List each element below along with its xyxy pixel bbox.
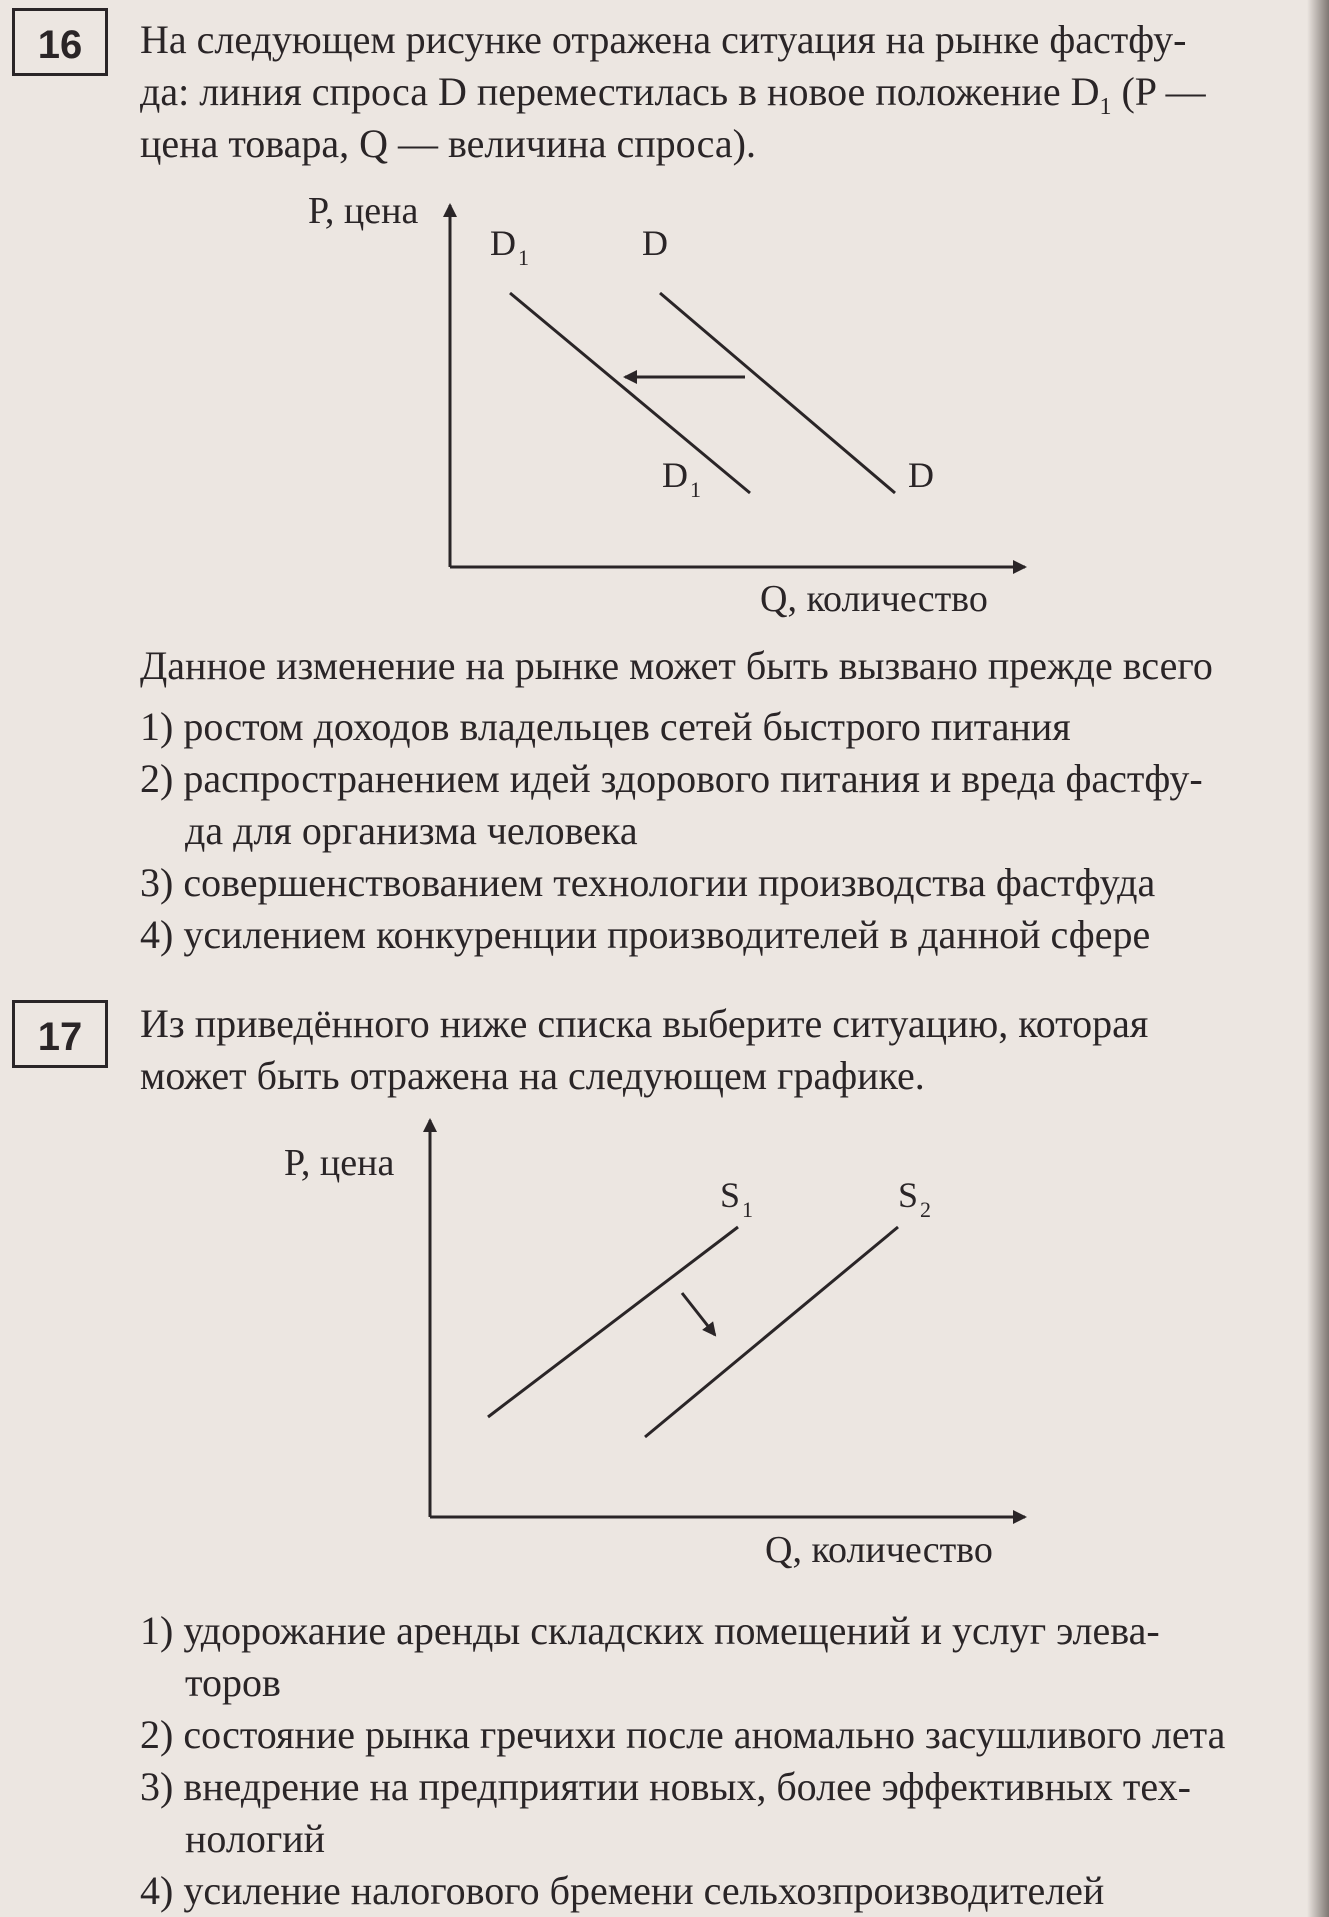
task-17-intro-line-1: Из приведённого ниже списка выберите ситуацию, которая: [140, 1001, 1149, 1046]
task-16-curve-d-bottom-label: D: [908, 455, 934, 495]
task-16-option-4: 4) усилением конкуренции производителей в данной сфере: [140, 912, 1151, 957]
task-17-curve-s1: [488, 1227, 738, 1417]
task-16-intro-line-2-tail: (P —: [1111, 69, 1206, 114]
task-16-intro-line-3: цена товара, Q — величина спроса).: [140, 121, 756, 166]
task-17-curve-s2-label: S: [898, 1175, 919, 1215]
task-17-option-4: 4) усиление налогового бремени сельхозпроизводителей: [140, 1868, 1105, 1913]
task-16-question: Данное изменение на рынке может быть вызвано прежде всего: [140, 643, 1213, 688]
task-16-number: 16: [12, 8, 108, 76]
task-17-shift-arrow: [682, 1293, 715, 1335]
task-17-curve-s1-label: S: [720, 1175, 741, 1215]
task-16-curve-d-top-label: D: [642, 223, 668, 263]
task-16-intro-d1-subscript: 1: [1099, 94, 1112, 120]
task-17-curve-s1-subscript: 1: [742, 1197, 753, 1222]
task-16-curve-d1-bottom-label: D: [662, 455, 688, 495]
page-edge-shadow: [1307, 0, 1329, 1917]
task-16-option-2: 2) распространением идей здорового питания и вреда фастфу-: [140, 756, 1203, 801]
task-17-intro-line-2: может быть отражена на следующем графике.: [140, 1053, 925, 1098]
task-17-option-2: 2) состояние рынка гречихи после аномально засушливого лета: [140, 1712, 1226, 1757]
task-17-curve-s2-subscript: 2: [920, 1197, 931, 1222]
task-17-supply-graph: [270, 1105, 1070, 1585]
task-16-curve-d1-top-subscript: 1: [518, 245, 529, 270]
task-17-x-axis-label: Q, количество: [765, 1529, 993, 1571]
task-16-curve-d1: [510, 293, 750, 493]
task-17-number: 17: [12, 1000, 108, 1068]
task-17-option-3: 3) внедрение на предприятии новых, более эффективных тех-: [140, 1764, 1191, 1809]
task-17-y-axis-label: P, цена: [284, 1142, 395, 1184]
task-16-option-3: 3) совершенствованием технологии производства фастфуда: [140, 860, 1156, 905]
task-16-intro-line-1: На следующем рисунке отражена ситуация на рынке фастфу-: [140, 17, 1187, 62]
task-16-curve-d1-bottom-subscript: 1: [690, 477, 701, 502]
task-16-y-axis-label: P, цена: [308, 190, 419, 232]
task-17-option-1: 1) удорожание аренды складских помещений и услуг элева-: [140, 1608, 1160, 1653]
task-16-curve-d1-top-label: D: [490, 223, 516, 263]
task-17-option-1-cont: торов: [185, 1660, 281, 1705]
task-16-curve-d: [660, 293, 895, 493]
task-17-option-3-cont: нологий: [185, 1816, 326, 1861]
task-16-demand-graph: [290, 175, 1070, 635]
task-16-option-1: 1) ростом доходов владельцев сетей быстрого питания: [140, 704, 1071, 749]
task-16-intro-line-2-text: да: линия спроса D переместилась в новое положение D: [140, 69, 1100, 114]
task-17-curve-s2: [645, 1227, 898, 1437]
task-16-x-axis-label: Q, количество: [760, 578, 988, 620]
task-16-option-2-cont: да для организма человека: [185, 808, 638, 853]
